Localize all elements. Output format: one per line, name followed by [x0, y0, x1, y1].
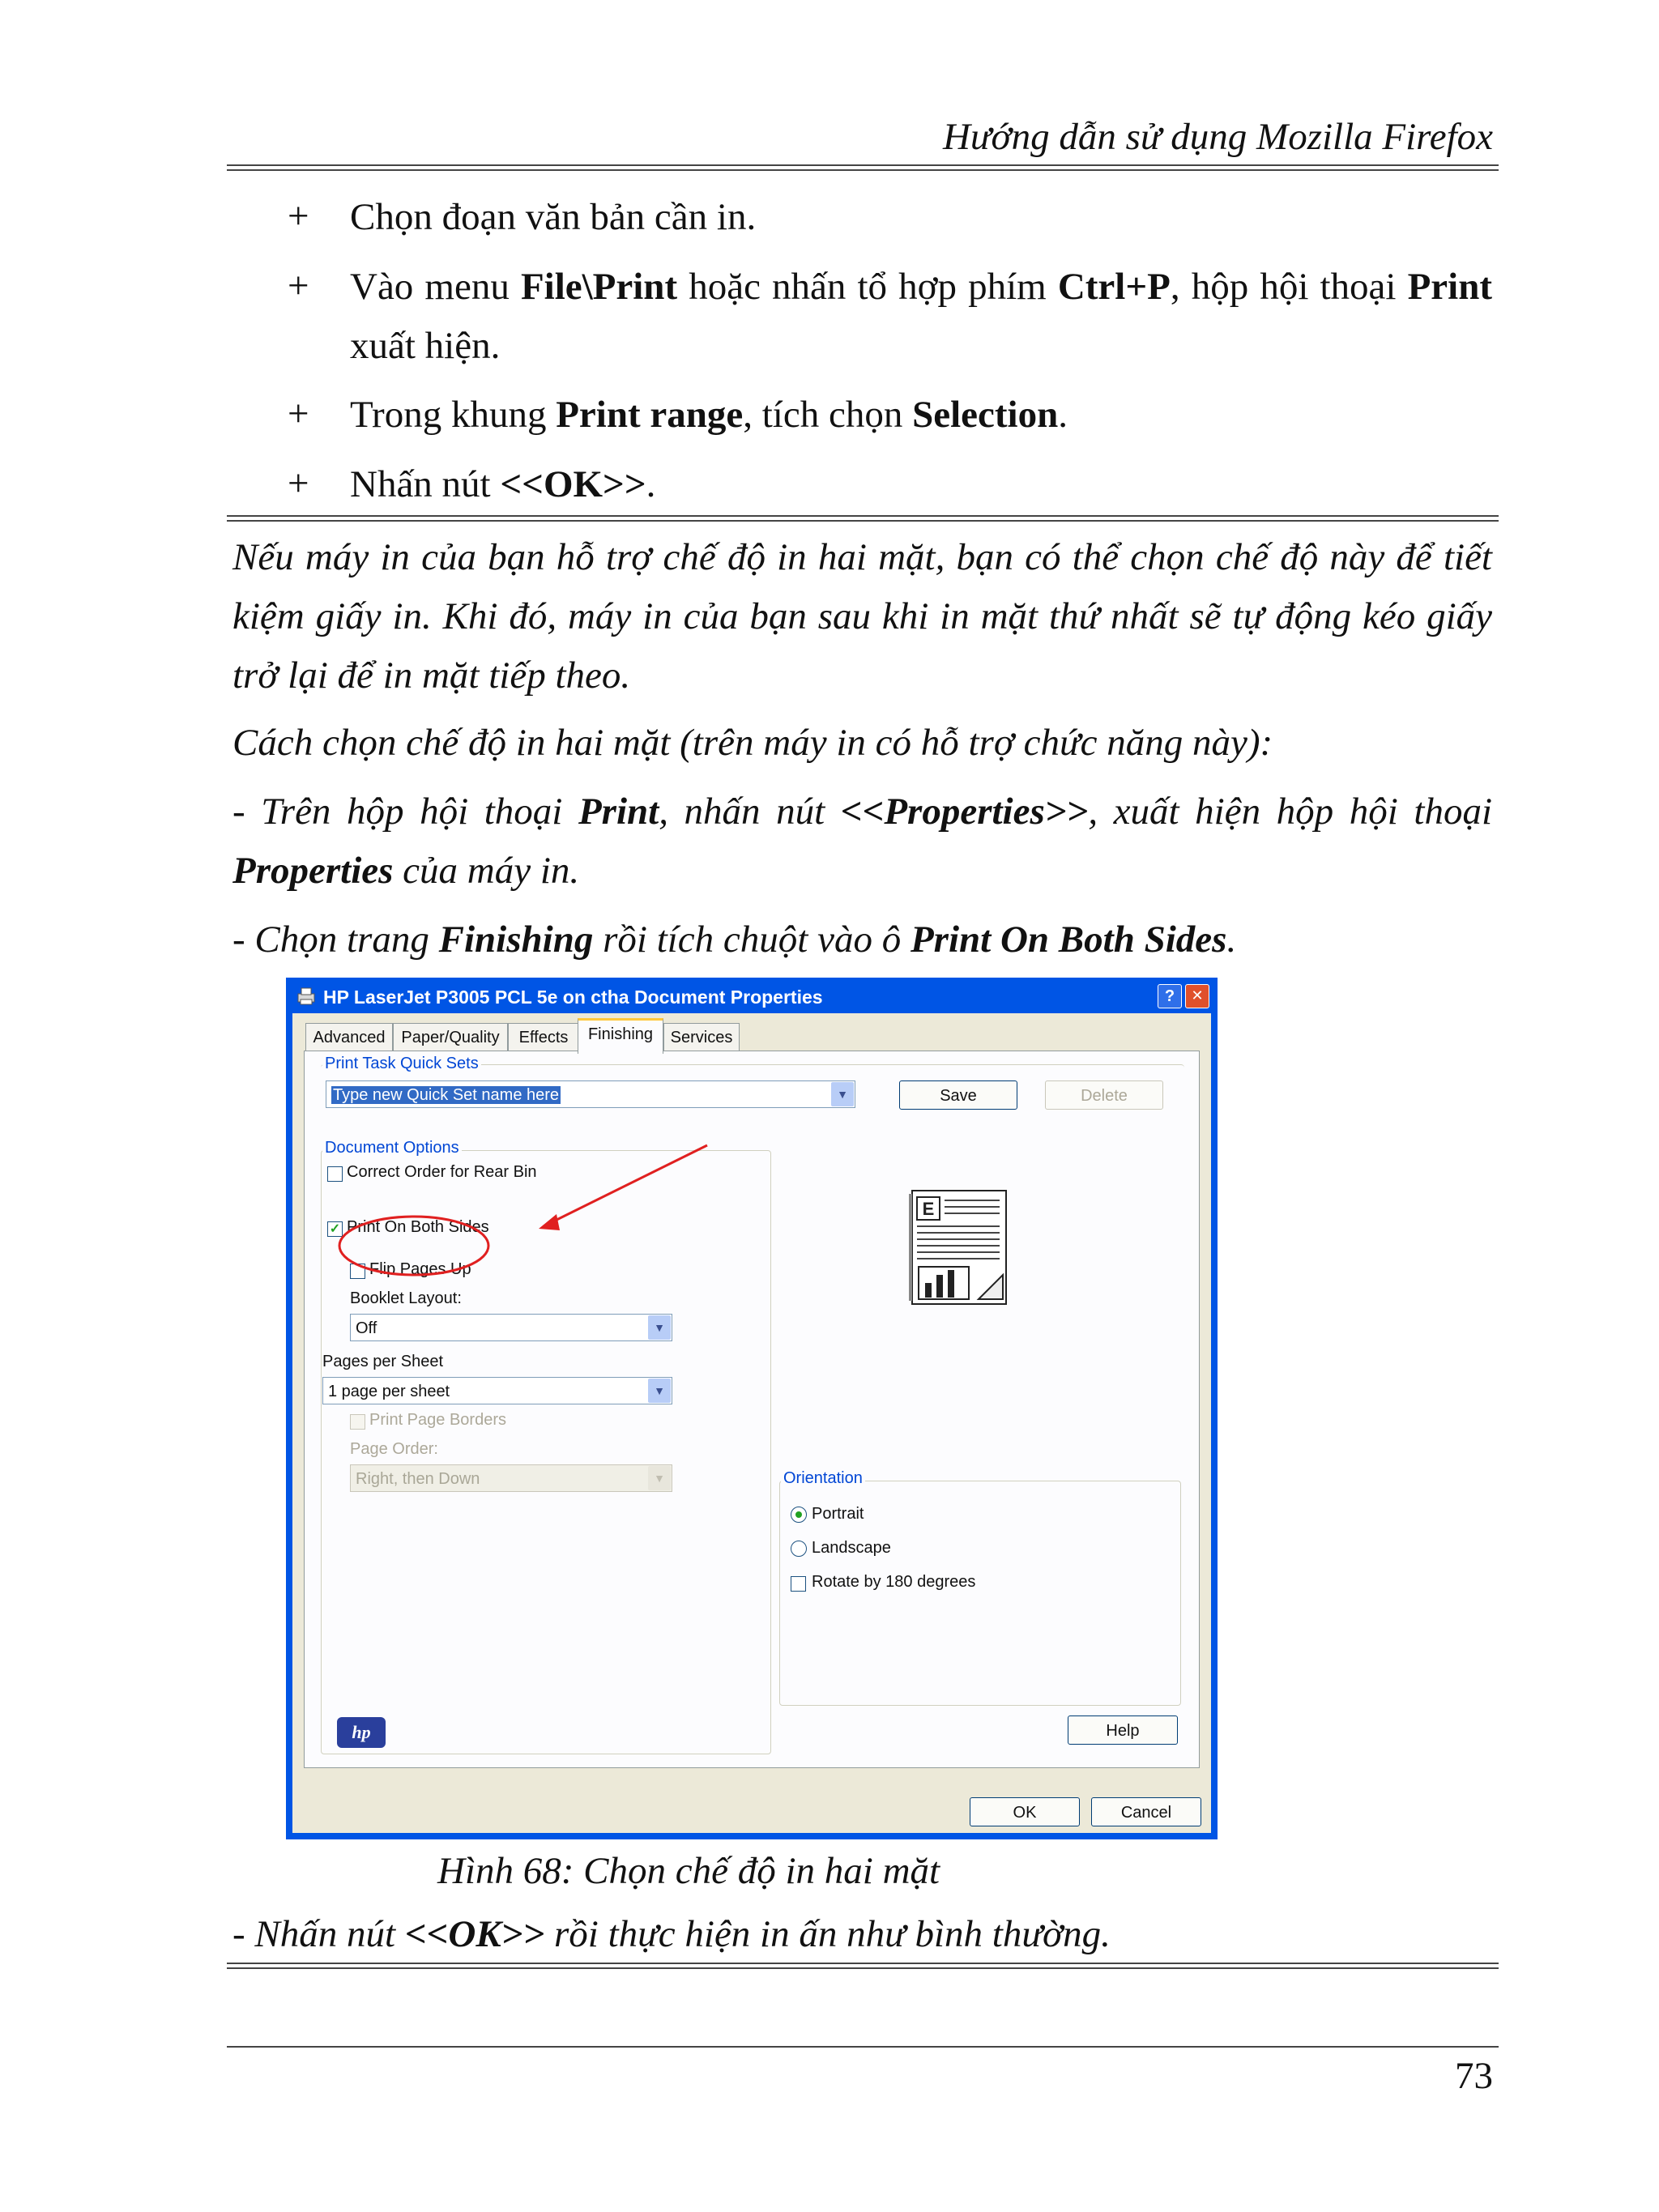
- flip-pages-label: Flip Pages Up: [369, 1260, 471, 1278]
- close-title-button[interactable]: ✕: [1185, 984, 1209, 1008]
- step-bullet: +: [288, 265, 309, 307]
- final-step: - Nhấn nút <<OK>> rồi thực hiện in ấn như bình thường.: [232, 1913, 1111, 1955]
- paragraph: Cách chọn chế độ in hai mặt (trên máy in có hỗ trợ chức năng này):: [232, 722, 1273, 764]
- help-button[interactable]: Help: [1068, 1715, 1178, 1745]
- chevron-down-icon[interactable]: ▼: [648, 1315, 671, 1340]
- step-bullet: +: [288, 393, 309, 435]
- figure-caption: Hình 68: Chọn chế độ in hai mặt: [437, 1850, 940, 1892]
- delete-button[interactable]: Delete: [1045, 1080, 1163, 1110]
- dialog-title: HP LaserJet P3005 PCL 5e on ctha Document Properties: [323, 987, 823, 1008]
- paragraph: - Chọn trang Finishing rồi tích chuột vào ô Print On Both Sides.: [232, 918, 1237, 961]
- save-button[interactable]: Save: [899, 1080, 1017, 1110]
- pages-per-sheet-label: Pages per Sheet: [322, 1353, 443, 1370]
- hp-logo: hp: [337, 1717, 386, 1748]
- paragraph: - Trên hộp hội thoại Print, nhấn nút <<Properties>>, xuất hiện hộp hội thoại Properties của máy in.: [232, 791, 1493, 892]
- running-header: Hướng dẫn sử dụng Mozilla Firefox: [942, 116, 1493, 158]
- chevron-down-icon[interactable]: ▼: [831, 1082, 854, 1106]
- print-page-borders-label: Print Page Borders: [369, 1411, 506, 1429]
- cancel-button[interactable]: Cancel: [1091, 1797, 1201, 1826]
- tab-advanced[interactable]: Advanced: [305, 1023, 393, 1051]
- tab-services[interactable]: Services: [663, 1023, 740, 1051]
- pages-per-sheet-value: 1 page per sheet: [328, 1383, 450, 1400]
- print-both-sides-label: Print On Both Sides: [347, 1218, 489, 1236]
- chevron-down-icon[interactable]: ▼: [648, 1379, 671, 1403]
- footer-rule: [227, 2046, 1499, 2048]
- header-rule-bottom: [227, 169, 1499, 171]
- section-rule: [227, 515, 1499, 517]
- landscape-label: Landscape: [812, 1539, 891, 1557]
- step-bullet: +: [288, 462, 309, 505]
- section-rule: [227, 1963, 1499, 1964]
- orientation-label: Orientation: [781, 1469, 865, 1488]
- step-text: Trong khung Print range, tích chọn Selection.: [350, 394, 1068, 436]
- page-number: 73: [1455, 2055, 1493, 2097]
- header-rule-top: [227, 164, 1499, 166]
- annotation-overlay: [286, 978, 1218, 1839]
- highlight-ellipse: [339, 1217, 488, 1275]
- tab-finishing[interactable]: Finishing: [578, 1018, 663, 1054]
- rotate-180-label: Rotate by 180 degrees: [812, 1573, 976, 1591]
- paragraph: Nếu máy in của bạn hỗ trợ chế độ in hai mặt, bạn có thể chọn chế độ này để tiết kiệm giấy in. Khi đó, máy in của bạn sau khi in mặt thứ nhất sẽ tự động kéo giấy trở lại để in mặt tiếp theo.: [232, 536, 1492, 697]
- quick-sets-label: Print Task Quick Sets: [322, 1055, 481, 1073]
- arrow-head-icon: [539, 1214, 560, 1230]
- step-text: Nhấn nút <<OK>>.: [350, 463, 656, 505]
- section-rule: [227, 1967, 1499, 1969]
- tab-effects[interactable]: Effects: [508, 1023, 579, 1051]
- help-title-button[interactable]: ?: [1158, 984, 1182, 1008]
- print-both-sides-checkbox[interactable]: ✓: [327, 1221, 343, 1237]
- ok-button[interactable]: OK: [970, 1797, 1080, 1826]
- document-properties-dialog: [286, 978, 1218, 1839]
- page-order-value: Right, then Down: [356, 1470, 480, 1488]
- section-rule: [227, 520, 1499, 522]
- booklet-layout-label: Booklet Layout:: [350, 1289, 462, 1307]
- quick-set-value: Type new Quick Set name here: [333, 1086, 560, 1104]
- document-options-label: Document Options: [322, 1139, 462, 1157]
- step-bullet: +: [288, 195, 309, 237]
- preview-letter: E: [922, 1199, 935, 1219]
- step-text: Chọn đoạn văn bản cần in.: [350, 196, 757, 238]
- annotation-arrow: [544, 1145, 707, 1226]
- chevron-down-icon[interactable]: ▼: [648, 1466, 671, 1490]
- booklet-layout-value: Off: [356, 1319, 377, 1337]
- portrait-label: Portrait: [812, 1505, 864, 1523]
- tab-paper-quality[interactable]: Paper/Quality: [393, 1023, 508, 1051]
- correct-order-label: Correct Order for Rear Bin: [347, 1163, 537, 1181]
- page-order-label: Page Order:: [350, 1440, 438, 1458]
- step-text: Vào menu File\Print hoặc nhấn tổ hợp phím Ctrl+P, hộp hội thoại Print xuất hiện.: [350, 266, 1492, 367]
